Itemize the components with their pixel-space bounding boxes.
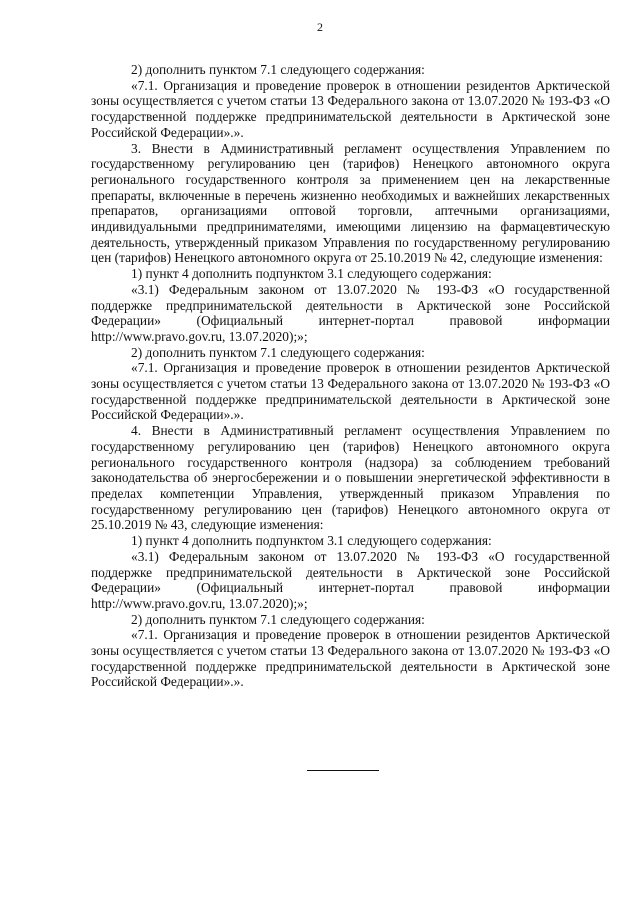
end-of-document-rule: [307, 770, 379, 771]
paragraph-item-4-sub-2-text: «7.1. Организация и проведение проверок в отношении резидентов Арктической зоны осуществляется с учетом статьи 13 Федерального закона от 13.07.2020 № 193-ФЗ «О государственной поддержке предпринимательской деятельности в Арктической зоне Российской Федерации».».: [91, 627, 610, 690]
paragraph-item-3-sub-2: 2) дополнить пунктом 7.1 следующего содержания:: [131, 344, 425, 360]
paragraph-item-3-sub-1-text: «3.1) Федеральным законом от 13.07.2020 № 193-ФЗ «О государственной поддержке предпринимательской деятельности в Арктической зоне Российской Федерации» (Официальный интернет-портал правовой информации http://www.pravo.gov.ru, 13.07.2020);»;: [91, 281, 610, 344]
document-body: [91, 62, 610, 690]
paragraph-item-4-sub-1-text: «3.1) Федеральным законом от 13.07.2020 № 193-ФЗ «О государственной поддержке предпринимательской деятельности в Арктической зоне Российской Федерации» (Официальный интернет-портал правовой информации http://www.pravo.gov.ru, 13.07.2020);»;: [91, 548, 610, 611]
paragraph-amend-7-1-intro: 2) дополнить пунктом 7.1 следующего содержания:: [131, 62, 425, 77]
paragraph-item-3-sub-1: 1) пункт 4 дополнить подпунктом 3.1 следующего содержания:: [131, 266, 492, 282]
paragraph-item-3: 3. Внести в Административный регламент осуществления Управлением по государственному регулированию цен (тарифов) Ненецкого автономного округа регионального государственного контроля за применением цен на лекарственные препараты, включенные в перечень жизненно необходимых и важнейших лекарственных препаратов, организациями оптовой торговли, аптечными организациями, индивидуальными предпринимателями, имеющими лицензию на фармацевтическую деятельность, утвержденный приказом Управления по государственному регулированию цен (тарифов) Ненецкого автономного округа от 25.10.2019 № 42, следующие изменения:: [91, 140, 610, 266]
paragraph-item-3-sub-2-text: «7.1. Организация и проведение проверок в отношении резидентов Арктической зоны осуществляется с учетом статьи 13 Федерального закона от 13.07.2020 № 193-ФЗ «О государственной поддержке предпринимательской деятельности в Арктической зоне Российской Федерации».».: [91, 360, 610, 423]
paragraph-item-4-sub-2: 2) дополнить пунктом 7.1 следующего содержания:: [131, 611, 425, 627]
page-number: 2: [317, 20, 323, 34]
paragraph-item-4: 4. Внести в Административный регламент осуществления Управлением по государственному регулированию цен (тарифов) Ненецкого автономного округа регионального государственного контроля (надзора) за соблюдением требований законодательства об энергосбережении и о повышении энергетической эффективности в пределах компетенции Управления, утвержденный приказом Управления по государственному регулированию цен (тарифов) Ненецкого автономного округа от 25.10.2019 № 43, следующие изменения:: [91, 423, 610, 533]
paragraph-amend-7-1-text: «7.1. Организация и проведение проверок в отношении резидентов Арктической зоны осуществляется с учетом статьи 13 Федерального закона от 13.07.2020 № 193-ФЗ «О государственной поддержке предпринимательской деятельности в Арктической зоне Российской Федерации».».: [91, 77, 610, 140]
paragraph-item-4-sub-1: 1) пункт 4 дополнить подпунктом 3.1 следующего содержания:: [131, 533, 492, 549]
